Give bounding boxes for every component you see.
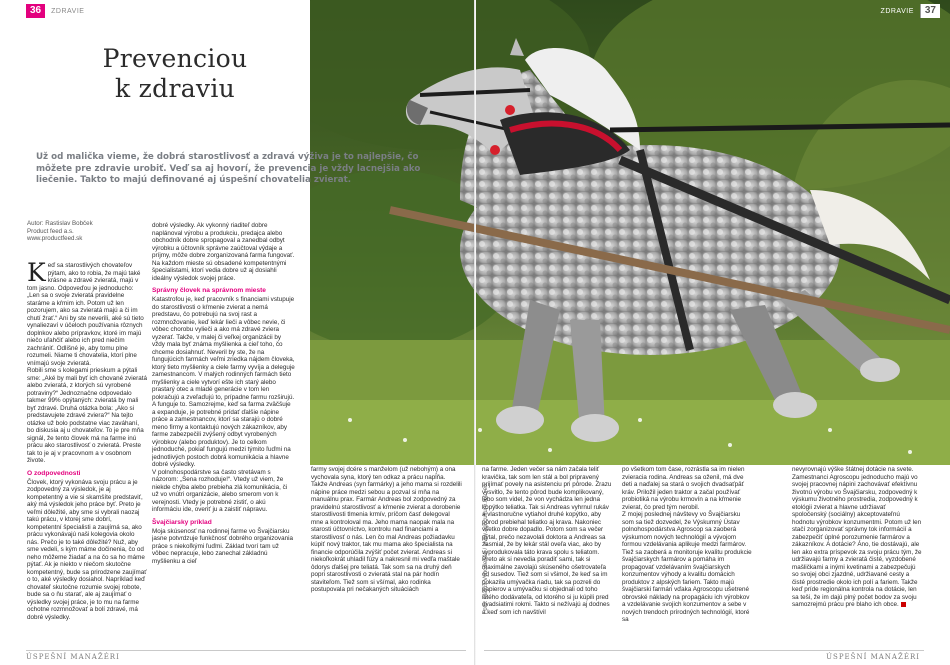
subheading: O zodpovednosti bbox=[27, 469, 81, 477]
right-section-label: ZDRAVIE bbox=[880, 7, 914, 15]
article-title bbox=[60, 44, 290, 104]
left-footer: ÚSPEŠNÍ MANAŽÉRI bbox=[26, 653, 120, 661]
article-lead: Už od malička vieme, že dobrá starostlivosť a zdravá výživa je to najlepšie, čo môžete pre zdravie urobiť. Veď sa aj hovorí, že prevencia je vždy lacnejšia ako liečenie. Takto to majú definované aj úspešní chovatelia zvierat. bbox=[36, 152, 421, 186]
paragraph: V polnohospodárstve sa často stretávam s názorom: „Sena rozhoduje!“. Vtedy už viem, že niekde chýba alebo prebieha zlá komunikácia, či už vo vnútri organizácie, alebo smerom von k verejnosti. Vtedy je potrebné zistiť, o akú informáciu ide, overiť ju a zaistiť nápravu. bbox=[152, 468, 288, 513]
text-column-2 bbox=[152, 222, 295, 644]
page-gutter bbox=[474, 0, 476, 665]
end-of-article-icon bbox=[901, 602, 906, 607]
left-section-label: ZDRAVIE bbox=[51, 7, 85, 15]
paragraph: dobré výsledky. Ak vykonný riaditeľ dobre naplánoval výrobu a produkciu, predajca alebo obchodník dobre spropagoval a zanedbal odbyt výrobku a účtovník správne zaúčtoval výdaje a príjmy, môže dobre zorganizovaná farma fungovať. Na každom mieste sú obsadené kompetentnými špecialistami, ktorí vedia dobre už aj dosiahli ideálny výsledok svojej práce. bbox=[152, 222, 295, 282]
paragraph: Katastrofou je, keď pracovník s financiami vstupuje do starostlivosti o kŕmenie zvierat a nemá predstavu, čo potrebujú na svoj rast a rozmnožovanie, keď lekár lieči a vôbec nevie, či vôbec chorobu vylieči a ako má zdravé zviera vyzerať. Takže, v malej či veľkej organizácii by vždy mala byť známa myšlienka a cieľ toho, čo chceme dosiahnuť. Neveril by ste, že na fungujúcich farmách veľmi zriedka nájdem človeka, ktorý tieto myšlienky a ciele farmy vyvíja a deleguje zamestnancom. V malých rodinných farmách tieto myšlienky a ciele vytvorí ešte ich starý alebo prastarý otec a mladé generácie v tom len pokračujú a zveľaďujú to, prípadne farmu rozširujú. A funguje to. Samozrejme, keď sa farma zväčšuje a expanduje, je potrebné prídať ďalšie nápine práce a zamestnancov, ktorí sa starajú o dobré meno firmy a kontaktujú nových zákazníkov, aby farme zabezpečili zvýšený odbyt vyrobených výrobkov (alebo produktov). Je to celkom jednoduché, pokiaľ fungujú medzi týmito ľuďmi na jednotlivých postoch dobrá komunikácia a hlavne dobré výsledky. bbox=[152, 296, 295, 468]
drop-cap: K bbox=[27, 262, 46, 287]
right-page-number: 37 bbox=[920, 4, 940, 18]
paragraph bbox=[27, 262, 147, 367]
text-column-1 bbox=[27, 262, 147, 644]
horse-photo bbox=[310, 0, 950, 465]
paragraph: na farme. Jeden večer sa nám začala teliť kravička, tak som len stál a bol pripravený prijímať povely na asistenciu pri pôrode. Zrazu vysvitlo, že tento pôrod bude komplikovaný, lebo som videl, že von vychádza len jedna kopýtko teliatka. Tak si Andreas vyhrnul rukáv a vlastnoručne vytiahol druhé kopýtko, aby pôrod prebiehal teliatko aj krava. Nakoniec všetko dobre dopadlo. Potom som sa večer pýtal, prečo nezavolali doktora a Andreas sa zasmial, že by lekár stál oveľa viac, ako by vyprodukovala táto krava spolu s teliatom. Preto ak si nevedia poradiť sami, tak si maximálne zavolajú skúseného ošetrovateľa od susedov. Tiež som si všimol, že keď sa im pokazila umývačka riadu, tak sa pozreli do papierov a umývačku si objednali od toho istého dodávateľa, od ktorého si ju kúpili pred dvadsiatimi rokmi. Takto si nežívajú aj dodnes a keď som ich navštívil bbox=[482, 466, 612, 616]
title-line-1: Prevenciou bbox=[102, 44, 248, 73]
paragraph: Z mojej poslednej návštevy vo Švajčiarsku som sa tiež dozvedel, že Výskumný Ústav polnohospodárstva Agroscop sa zaoberá výskumom nových technológií a vývojom formou vzdelávania aplikuje medzi farmárov. Tiež sa zaoberá a monitoruje kvalitu produkcie švajčiarskych farmárov a pomáha im propagovať vzdelávaním švajčiarskych konzumentov výhody a kvalitu domácich produktov z alpských fariem. Takto majú švajčiarski farmári vďaka Agroscopu ušetrené obrovské náklady na propagáciu ich výrobkov a vzdelávanie svojich konzumentov a sebe v nových trendoch prírodných technológií, ktoré sa bbox=[622, 511, 752, 623]
subheading: Švajčiarsky príklad bbox=[152, 518, 212, 526]
horse-illustration bbox=[310, 0, 950, 465]
text-column-4 bbox=[482, 466, 612, 644]
footer-rule-left bbox=[26, 650, 466, 651]
subheading: Správny človek na správnom mieste bbox=[152, 287, 266, 294]
author-company: Product feed a.s. bbox=[27, 227, 74, 235]
paragraph bbox=[792, 466, 922, 609]
photo-credit-text: Foto: Matúš Vyhodenák / www.agriculture.foto.eu bbox=[483, 483, 489, 615]
right-page-header bbox=[881, 4, 940, 18]
paragraph: po všetkom tom čase, rozrástla sa im nielen zvieracia rodina. Andreas sa oženil, má dve deti a naďalej sa stará o svojich dvadsaťpäť kráv. Priložil jeden traktor a začal používať probiotiká na výrobu krmovín a na kŕmenie zvierat, čo pred tým nerobil. bbox=[622, 466, 745, 511]
text-column-6 bbox=[792, 466, 922, 644]
left-page-header bbox=[26, 4, 84, 18]
author-name: Autor: Rastislav Bobček bbox=[27, 220, 93, 227]
text-column-5 bbox=[622, 466, 752, 644]
paragraph-text: eď sa starostlivých chovateľov pýtam, ako to robia, že majú také krásne a zdravé zvieratá, majú v tom jasno. Odpoveďou je jednoducho: „Len sa o svoje zvieratá pravidelne staráme a kŕmim ich. Potom už len pozorujem, ako sa zvieratá majú a či im chutí žrať.“ Ani by ste neverili, aké sú tieto vynaliezaví v účeloch používania rôznych doplnkov alebo prípravkov, ktoré im majú niečo uľahčiť alebo ich pred niečím zachrániť. Odlišné je, aby tomu plne rozumeli. Niame ti chovatelia, ktorí plne vnímajú svoje zvieratá. bbox=[27, 262, 144, 367]
paragraph: farmy svojej dcére s manželom (už nebohým) a ona vychovala syna, ktorý ten odkaz a prácu napĺňa. Takže Andreas (syn farmárky) a jeho mama si rozdelili nápine práce medzi sebou a pozval si mňa na manuálnu prax. Farmár Andreas bol zodpovedný za pravidelnú starostlivosť a kŕmenie zvierat a dorobenie starostlivosti tlmenia krmív, príčom časť delegoval mne a kontroloval ma. Jeho mama naopak mala na starosti účtovníctvo, kontrolu nad financiami a starostlivosť o nás. Len čo mal Andreas požiadavku kúpiť nový traktor, tak mu mama ako špecialista na financie odporúčila zvýšiť počet zvierat. Andreas si niekoľkokrát uhladil fúzy a nakresnil mi vedľa maštale ôdorys ďalšej pre teliatá. Tak som sa na druhý deň popri starostlivosti o zvieratá stal na pár hodín staviteľom. Tiež som si všímal, ako rodinka postupovala pri nečakaných situáciách bbox=[311, 466, 462, 593]
author-website: www.productfeed.sk bbox=[27, 235, 83, 243]
footer-rule-right bbox=[484, 650, 924, 651]
title-line-2: k zdraviu bbox=[114, 74, 236, 103]
right-footer: ÚSPEŠNÍ MANAŽÉRI bbox=[826, 653, 920, 661]
paragraph: Moja skúsenosť na rodinnej farme vo Švajčiarsku jasne potvrdzuje funkčnosť dobrého organizovania práce s niekoľkými ľuďmi. Základ tvorí tam už vôbec nepracuje, lebo zanechal základnú myšlienku a cieľ bbox=[152, 527, 293, 565]
paragraph: Robili sme s kolegami prieskum a pýtali sme: „Aké by mali byť ich chované zvieratá alebo zvieratá, z ktorých sú vyrobené potraviny?“ Jednoznačne odpovedalo takmer 99% opýtaných: zvieratá by mali byť zdravé. Druhá otázka bola: „Ako si predstavujete zdravé zviera?“ Na tejto otázke už bolo podstatne viac zaváhaní, bo diskusia aj u chovateľov. To je pre mňa signál, že tento človek má na farme inú prácu ako starostlivosť o zvieratá. Preste tak to je aj v pracovnom a v osobnom živote. bbox=[27, 367, 147, 464]
paragraph: Človek, ktorý vykonáva svoju prácu a je zodpovedný za výsledok, je aj kompetentný a vie si skamšíte predstaviť, aký má výsledok jeho práce byť. Preto je veľmi dôležité, aby sme si vybrali naozaj takú prácu, v ktorej sme dobrí, kompetentní špecialisti a zaujímá sa, ako prácu vykonávajú naši kolegovia okolo nás. Prečo je to také dôležité? Nuž, aby sme vedeli, s kým máme dočinenia, čo od neho môžeme žiadať a na čo sa ho máme pýtať. Ak je niekto v niečom skutočne kompetentný, bude sa prirodzene zaujímať o to, aké výsledky dosiahol. Napríklad keď chovateľ skutočne rozumie svojej robote, bude sa o ňu starať, ale aj zaujímať o výsledky svojej práce, je to mu na farme ochotne rozmnožovať a bolí zdravé, má dobré výsledky. bbox=[27, 478, 147, 621]
left-page-number: 36 bbox=[26, 4, 45, 18]
paragraph-text: nevyrovnajú výške štátnej dotácie na svete. Zamestnanci Agroscopu jednoducho majú vo svojej pracovnej nápini zachovávať efektívnu životnú výrobu vo Švajčiarsku, zodpovedný k výskumu životného prostredia, zodpovedný k etológii zvierat a hlavne udržiavať spoločenský (sociálny) akceptovateľnú hodnotu výrobkov konzumentmi. Potom už len stačí zorganizovať správny tok informácií a zabezpečiť úplné porozumenie farmárov a zákazníkov. A dotácie? Áno, tie dostávajú, ale len ako extra príspevok za svoju prácu tým, že udržiavajú farmy a zvieratá čisté, vyzdobené mašličkami a inými kvetinami a zabezpečujú so svojej obci zjazdné, udržiavané cesty a čisté prostredie okolo ich polí a fariem. Takže keď príde regionálna kontrola na dotácie, len sa teši, že im dajú plný počet bodov za svoju samozrejmú prácu pre blaho ich obce. bbox=[792, 466, 922, 608]
author-block bbox=[27, 220, 147, 243]
text-column-3 bbox=[311, 466, 463, 644]
